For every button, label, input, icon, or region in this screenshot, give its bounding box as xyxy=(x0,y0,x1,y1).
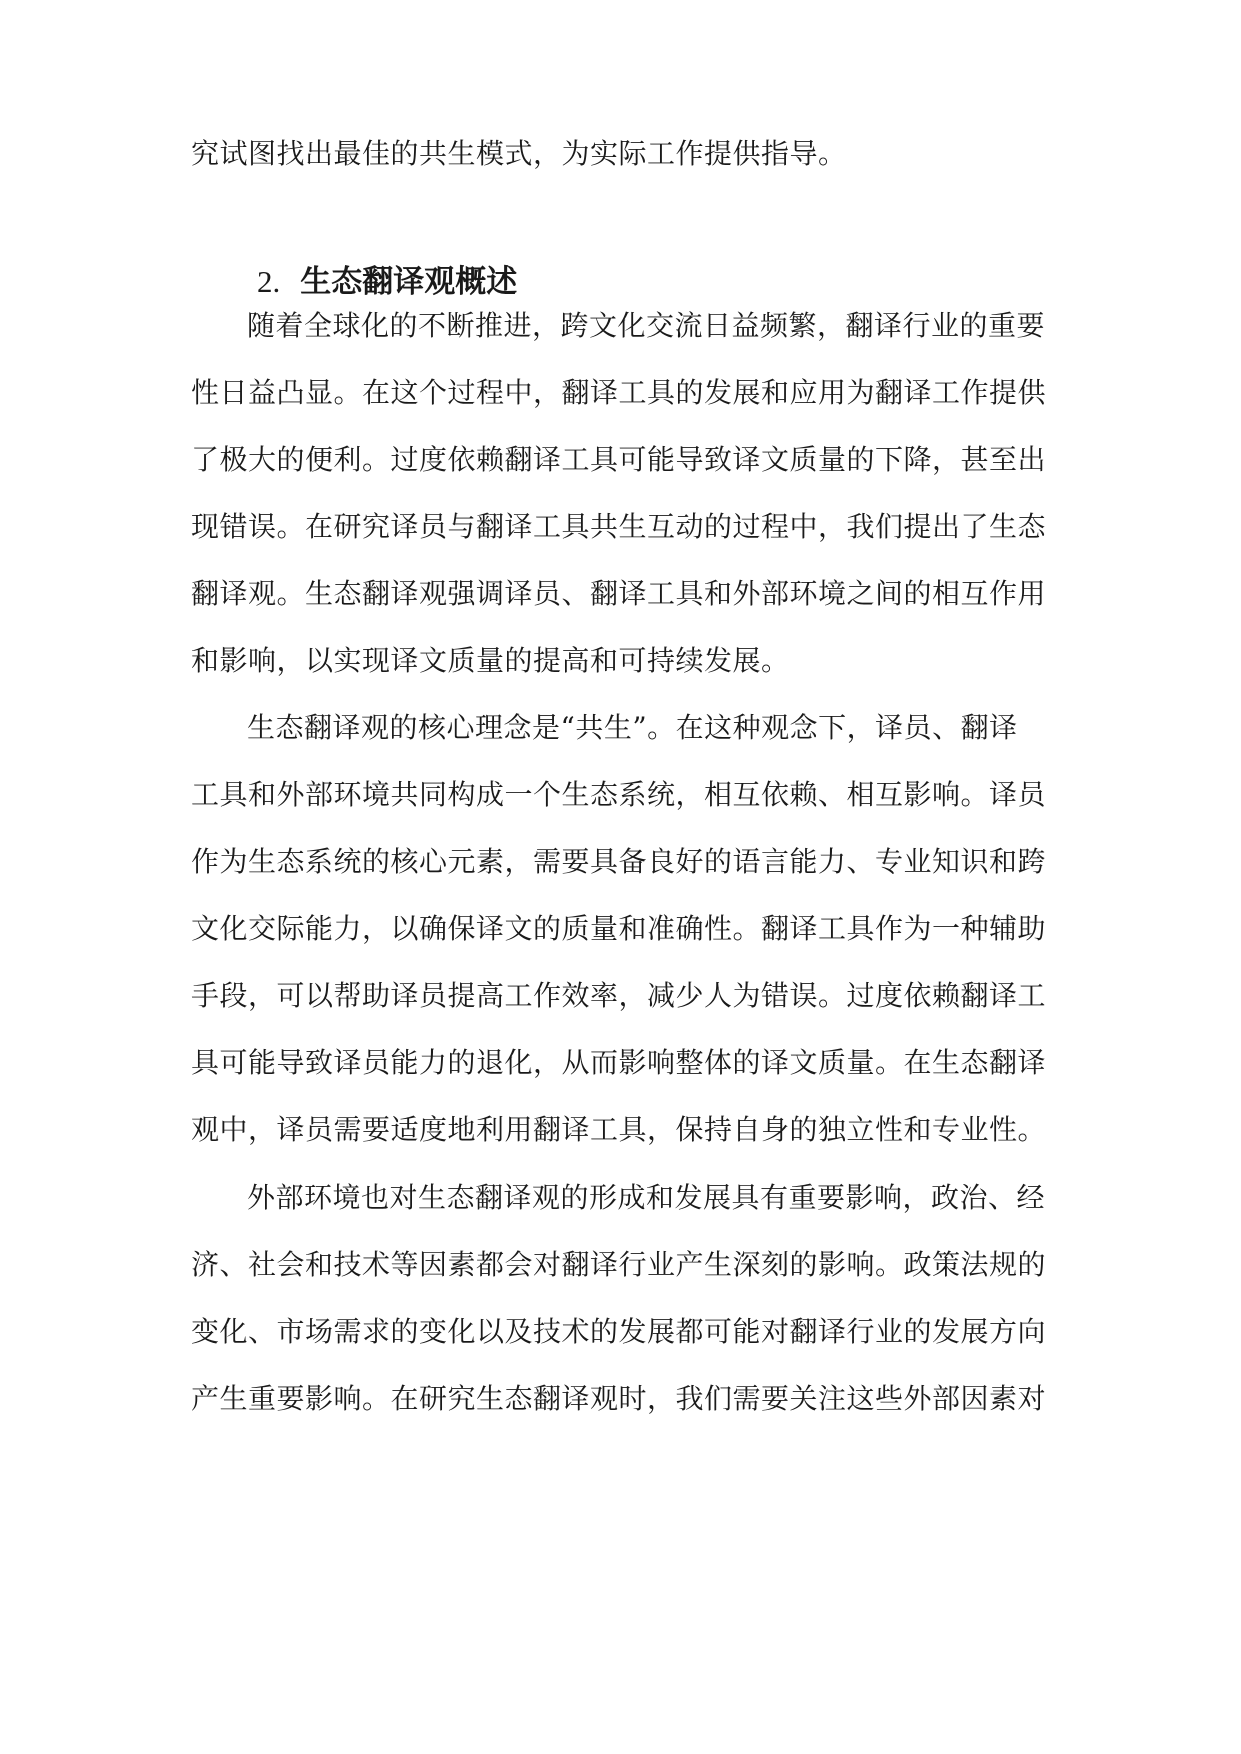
paragraph-line: 产生重要影响。在研究生态翻译观时，我们需要关注这些外部因素对 xyxy=(191,1382,1047,1415)
paragraph-line: 文化交际能力，以确保译文的质量和准确性。翻译工具作为一种辅助 xyxy=(191,912,1047,945)
paragraph-line: 变化、市场需求的变化以及技术的发展都可能对翻译行业的发展方向 xyxy=(191,1315,1047,1348)
section-heading xyxy=(257,262,517,302)
paragraph-line: 具可能导致译员能力的退化，从而影响整体的译文质量。在生态翻译 xyxy=(191,1046,1047,1079)
section-title: 生态翻译观概述 xyxy=(300,264,518,300)
paragraph-line: 了极大的便利。过度依赖翻译工具可能导致译文质量的下降，甚至出 xyxy=(191,443,1047,476)
paragraph-line: 济、社会和技术等因素都会对翻译行业产生深刻的影响。政策法规的 xyxy=(191,1248,1047,1281)
paragraph-line: 外部环境也对生态翻译观的形成和发展具有重要影响，政治、经 xyxy=(247,1181,1046,1214)
paragraph-line: 现错误。在研究译员与翻译工具共生互动的过程中，我们提出了生态 xyxy=(191,510,1047,543)
paragraph-line: 性日益凸显。在这个过程中，翻译工具的发展和应用为翻译工作提供 xyxy=(191,376,1047,409)
paragraph-line: 和影响，以实现译文质量的提高和可持续发展。 xyxy=(191,644,790,677)
paragraph-line: 手段，可以帮助译员提高工作效率，减少人为错误。过度依赖翻译工 xyxy=(191,979,1047,1012)
intro-text-line: 究试图找出最佳的共生模式，为实际工作提供指导。 xyxy=(191,137,847,170)
section-number: 2. xyxy=(257,264,281,299)
paragraph-line: 作为生态系统的核心元素，需要具备良好的语言能力、专业知识和跨 xyxy=(191,845,1047,878)
paragraph-line: 工具和外部环境共同构成一个生态系统，相互依赖、相互影响。译员 xyxy=(191,778,1047,811)
paragraph-line: 观中，译员需要适度地利用翻译工具，保持自身的独立性和专业性。 xyxy=(191,1113,1047,1146)
paragraph-line: 生态翻译观的核心理念是“共生”。在这种观念下，译员、翻译 xyxy=(247,711,1018,744)
paragraph-line: 随着全球化的不断推进，跨文化交流日益频繁，翻译行业的重要 xyxy=(247,309,1046,342)
paragraph-line: 翻译观。生态翻译观强调译员、翻译工具和外部环境之间的相互作用 xyxy=(191,577,1047,610)
